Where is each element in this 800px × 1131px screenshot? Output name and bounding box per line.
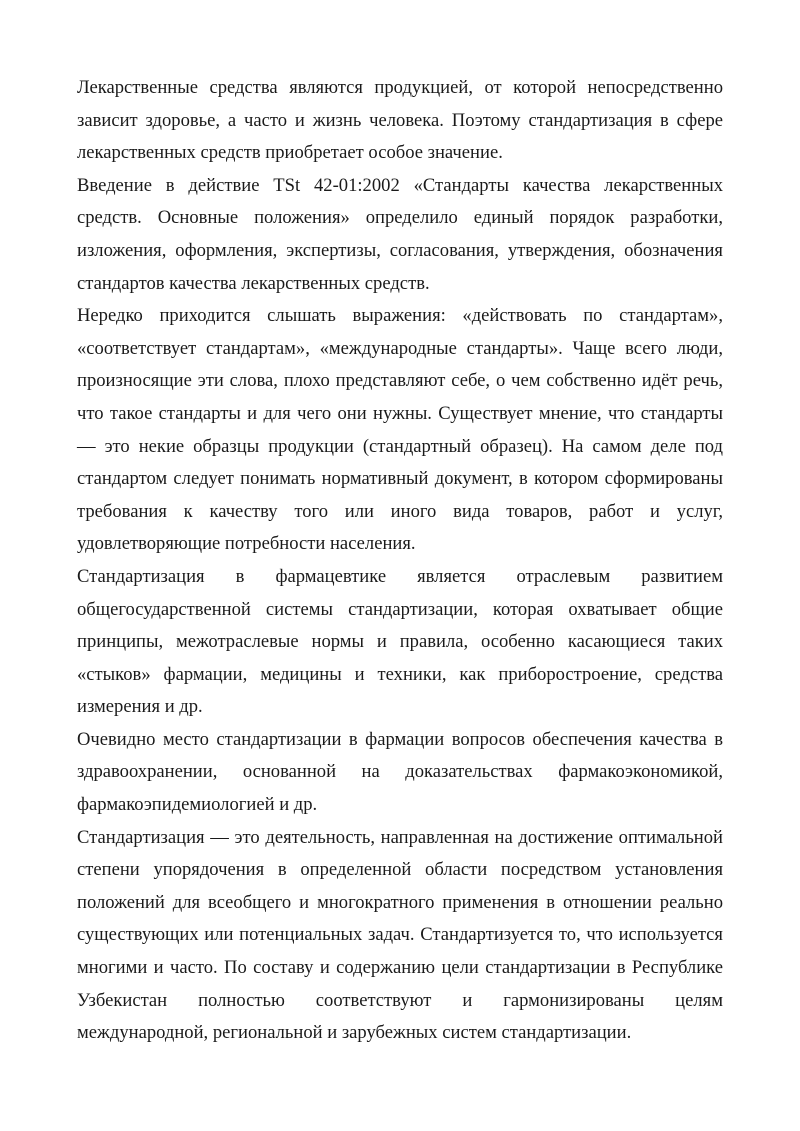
paragraph-1: Лекарственные средства являются продукцией, от которой непосредственно зависит здоровье, а часто и жизнь человека. Поэтому стандартизация в сфере лекарственных средств приобретает особое значение. bbox=[77, 77, 723, 164]
paragraph-2: Введение в действие TSt 42-01:2002 «Стандарты качества лекарственных средств. Основные положения» определило единый порядок разработки, изложения, оформления, экспертизы, согласования, утверждения, обозначения стандартов качества лекарственных средств. bbox=[77, 174, 723, 294]
paragraph-3: Нередко приходится слышать выражения: «действовать по стандартам», «соответствует стандартам», «международные стандарты». Чаще всего люди, произносящие эти слова, плохо представляют себе, о чем собственно идёт речь, что такое стандарты и для чего они нужны. Существует мнение, что стандарты — это некие образцы продукции (стандартный образец). На самом деле под стандартом следует понимать нормативный документ, в котором сформированы требования к качеству того или иного вида товаров, работ и услуг, удовлетворяющие потребности населения. bbox=[77, 305, 723, 555]
paragraph-4: Стандартизация в фармацевтике является отраслевым развитием общегосударственной системы стандартизации, которая охватывает общие принципы, межотраслевые нормы и правила, особенно касающиеся таких «стыков» фармации, медицины и техники, как приборостроение, средства измерения и др. bbox=[77, 565, 723, 718]
paragraph-6: Стандартизация — это деятельность, направленная на достижение оптимальной степени упорядочения в определенной области посредством установления положений для всеобщего и многократного применения в отношении реально существующих или потенциальных задач. Стандартизуется то, что используется многими и часто. По составу и содержанию цели стандартизации в Республике Узбекистан полностью соответствуют и гармонизированы целям международной, региональной и зарубежных систем стандартизации. bbox=[77, 826, 723, 1044]
document-body bbox=[77, 72, 723, 1050]
paragraph-5: Очевидно место стандартизации в фармации вопросов обеспечения качества в здравоохранении, основанной на доказательствах фармакоэкономикой, фармакоэпидемиологией и др. bbox=[77, 728, 723, 816]
